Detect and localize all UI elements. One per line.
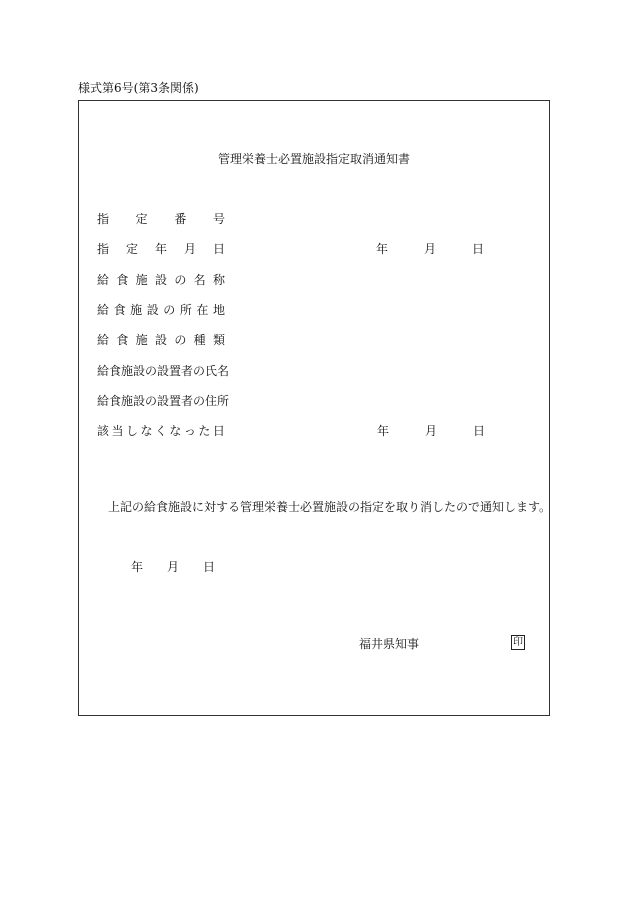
field-label: 指 定 年 月 日 xyxy=(97,242,225,256)
field-label: 指 定 番 号 xyxy=(97,212,225,226)
document-frame xyxy=(78,100,550,716)
date-month: 月 xyxy=(167,560,180,574)
date-month: 月 xyxy=(424,242,437,256)
date-day: 日 xyxy=(473,424,486,438)
field-label: 給 食 施 設 の 名 称 xyxy=(97,273,225,287)
field-label: 給 食 施 設 の 所 在 地 xyxy=(97,303,225,317)
seal-mark: 印 xyxy=(513,637,523,648)
date-year: 年 xyxy=(131,560,144,574)
field-label: 給食施設の設置者の住所 xyxy=(97,394,230,408)
form-number: 様式第6号(第3条関係) xyxy=(78,81,199,95)
notification-statement: 上記の給食施設に対する管理栄養士必置施設の指定を取り消したので通知します。 xyxy=(108,500,552,514)
document-title: 管理栄養士必置施設指定取消通知書 xyxy=(217,152,410,166)
date-year: 年 xyxy=(377,424,390,438)
date-day: 日 xyxy=(472,242,485,256)
date-month: 月 xyxy=(425,424,438,438)
field-label: 給 食 施 設 の 種 類 xyxy=(97,333,225,347)
date-day: 日 xyxy=(203,560,216,574)
issuer-name: 福井県知事 xyxy=(359,637,420,651)
date-year: 年 xyxy=(376,242,389,256)
field-label: 該 当 し な く な っ た 日 xyxy=(97,424,225,438)
field-label: 給食施設の設置者の氏名 xyxy=(97,364,230,378)
